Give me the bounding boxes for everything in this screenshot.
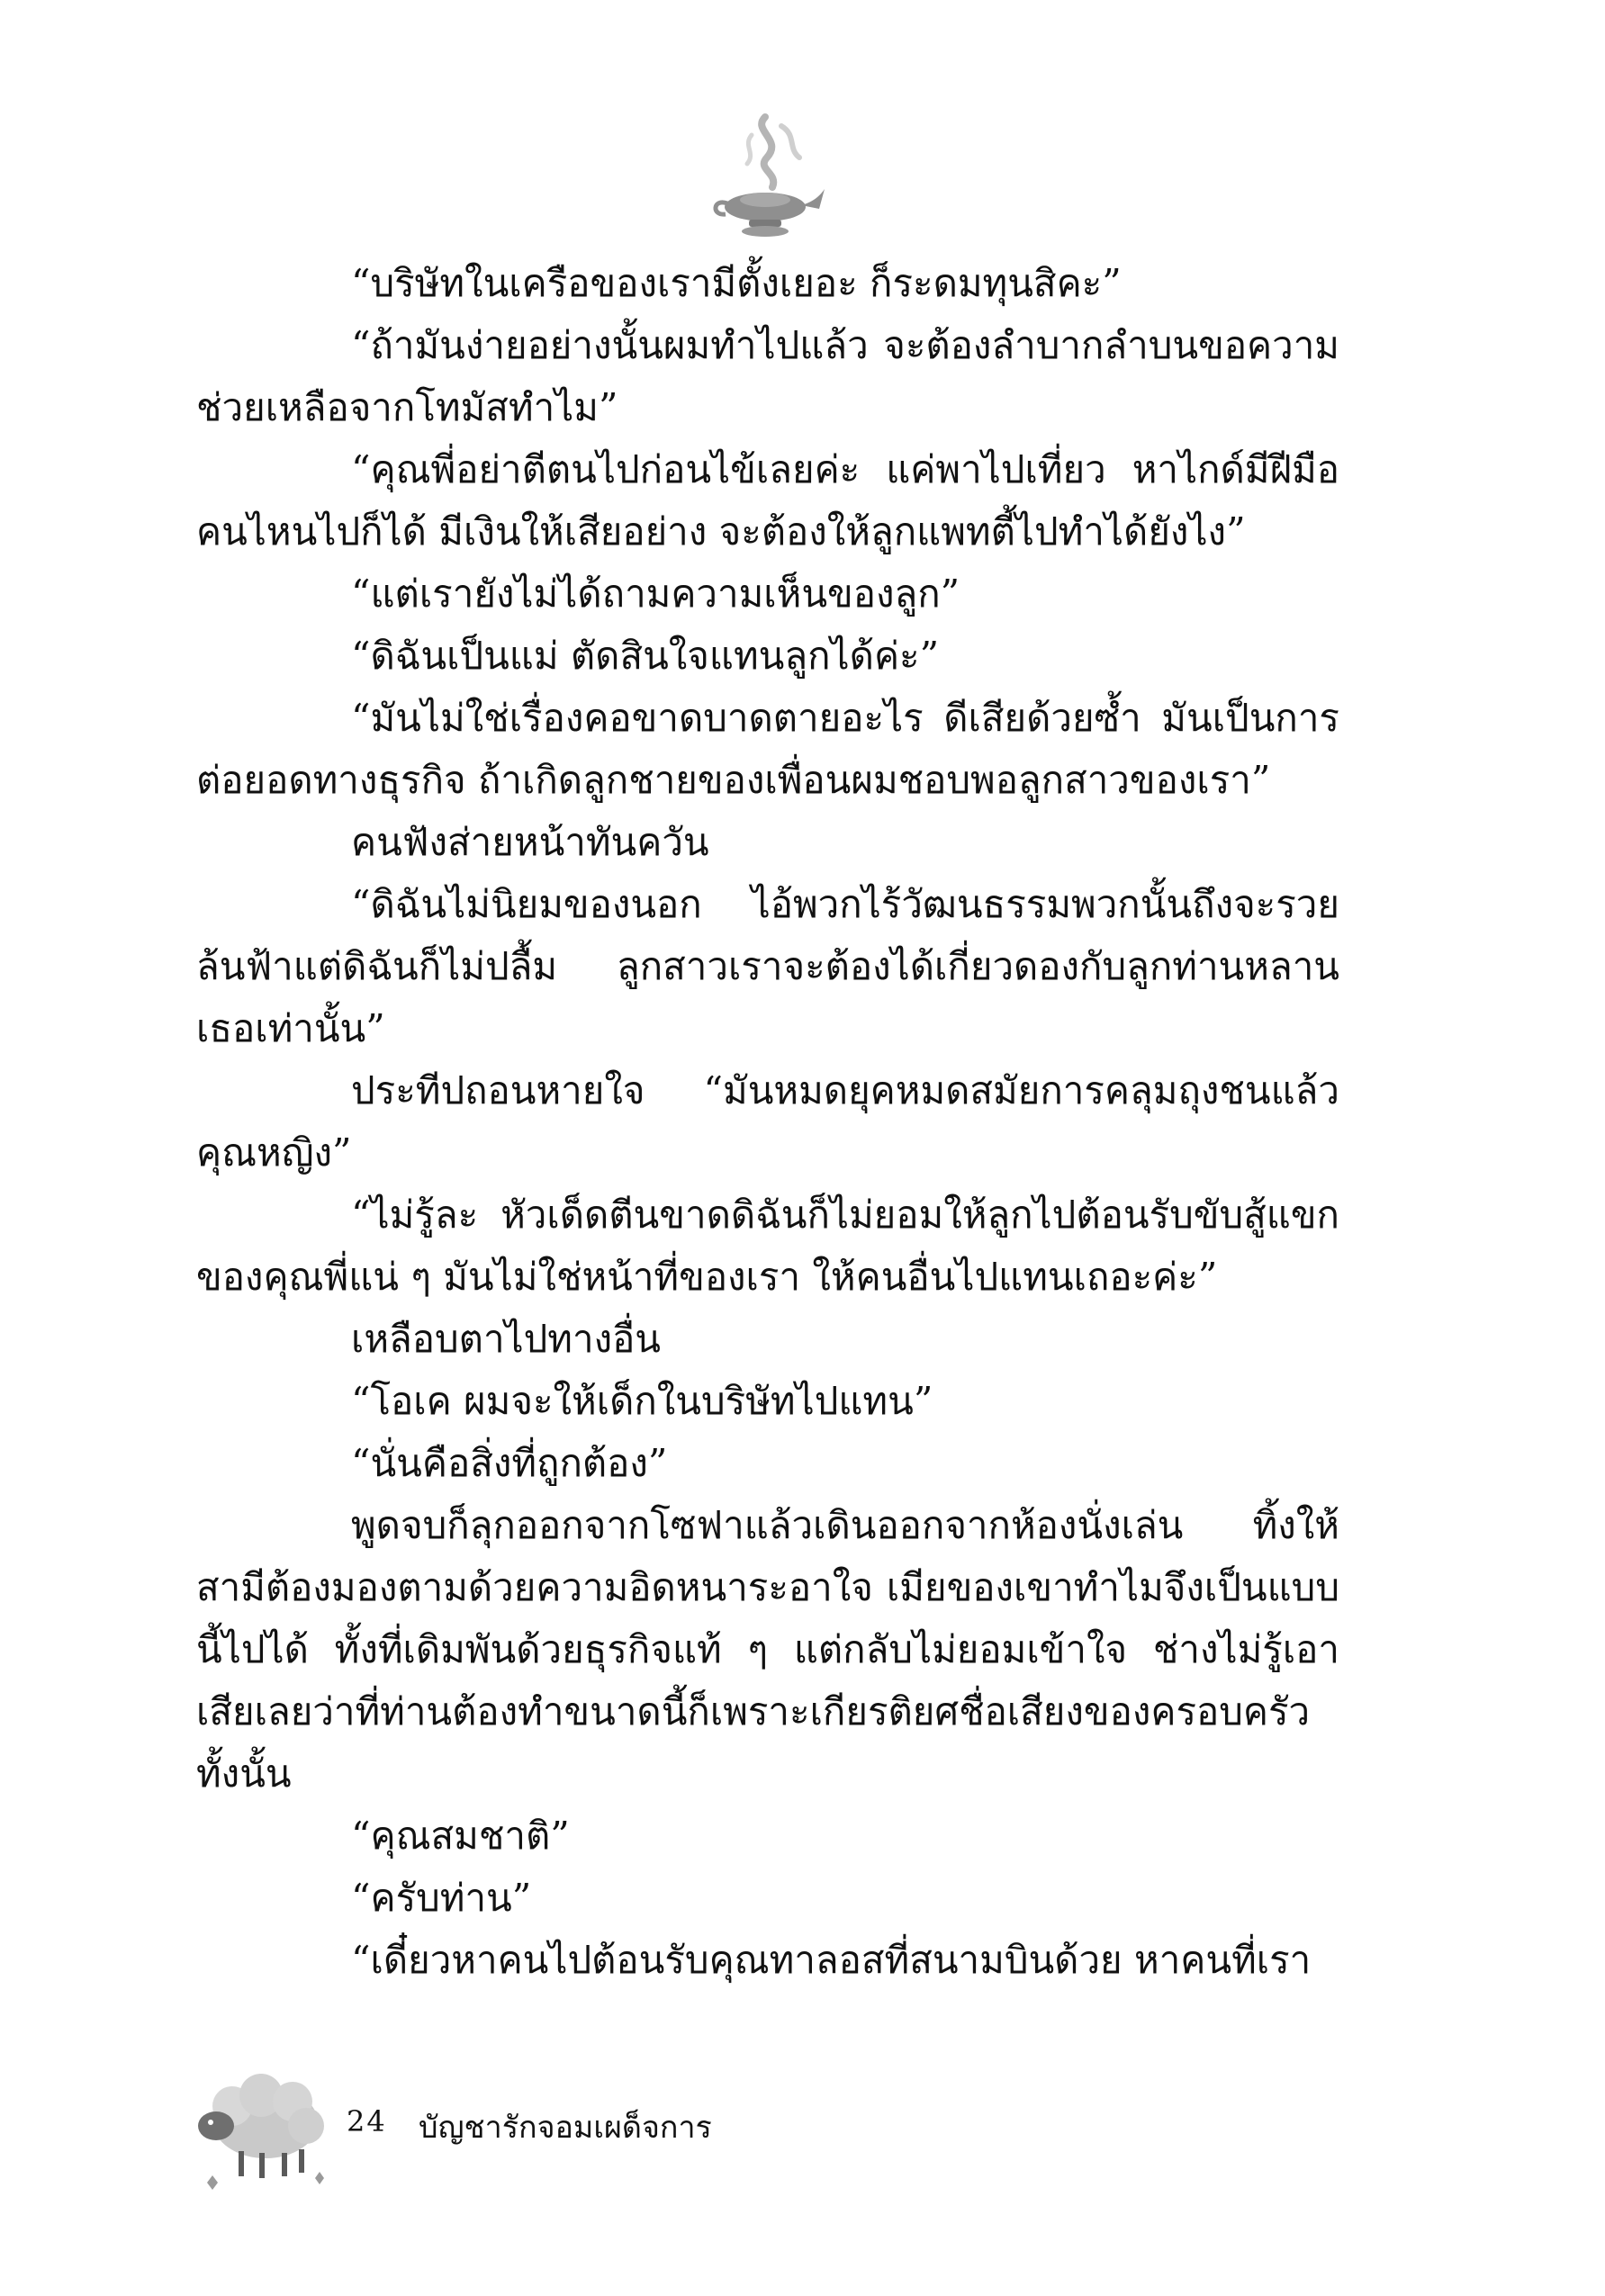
- paragraph: เหลือบตาไปทางอื่น: [351, 1317, 662, 1361]
- paragraph: “ดิฉันเป็นแม่ ตัดสินใจแทนลูกได้ค่ะ”: [351, 634, 940, 678]
- story-text: [196, 252, 1339, 1991]
- paragraph: “โอเค ผมจะให้เด็กในบริษัทไปแทน”: [351, 1379, 933, 1423]
- paragraph: “คุณสมชาติ”: [351, 1814, 570, 1858]
- page-footer: [180, 2061, 1350, 2205]
- paragraph: “นั่นคือสิ่งที่ถูกต้อง”: [351, 1441, 668, 1485]
- genie-lamp-icon: [702, 108, 828, 243]
- book-title: บัญชารักจอมเผด็จการ: [419, 2110, 712, 2146]
- sheep-icon: [189, 2061, 333, 2196]
- paragraph: “ครับท่าน”: [351, 1876, 532, 1920]
- paragraph: “เดี๋ยวหาคนไปต้อนรับคุณทาลอสที่สนามบินด้วย หาคนที่เรา: [351, 1938, 1312, 1982]
- paragraph: “ไม่รู้ละ หัวเด็ดตีนขาดดิฉันก็ไม่ยอมให้ลูกไปต้อนรับขับสู้แขกของคุณพี่แน่ ๆ มันไม่ใช่หน้าที่ของเรา ให้คนอื่นไปแทนเถอะค่ะ”: [196, 1193, 1339, 1299]
- paragraph: “ดิฉันไม่นิยมของนอก ไอ้พวกไร้วัฒนธรรมพวกนั้นถึงจะรวยล้นฟ้าแต่ดิฉันก็ไม่ปลื้ม ลูกสาวเราจะต้องได้เกี่ยวดองกับลูกท่านหลานเธอเท่านั้น”: [196, 882, 1339, 1050]
- paragraph: คนฟังส่ายหน้าทันควัน: [351, 820, 709, 864]
- paragraph: “แต่เรายังไม่ได้ถามความเห็นของลูก”: [351, 572, 960, 616]
- paragraph: “คุณพี่อย่าตีตนไปก่อนไข้เลยค่ะ แค่พาไปเที่ยว หาไกด์มีฝีมือคนไหนไปก็ได้ มีเงินให้เสียอย่าง จะต้องให้ลูกแพทตี้ไปทำได้ยังไง”: [196, 447, 1339, 554]
- paragraph: ประทีปถอนหายใจ “มันหมดยุคหมดสมัยการคลุมถุงชนแล้วคุณหญิง”: [196, 1068, 1339, 1175]
- paragraph: “มันไม่ใช่เรื่องคอขาดบาดตายอะไร ดีเสียด้วยซ้ำ มันเป็นการต่อยอดทางธุรกิจ ถ้าเกิดลูกชายของเพื่อนผมชอบพอลูกสาวของเรา”: [196, 696, 1339, 802]
- paragraph: “บริษัทในเครือของเรามีตั้งเยอะ ก็ระดมทุนสิคะ”: [351, 261, 1122, 305]
- page-number: 24: [347, 2104, 387, 2138]
- paragraph: พูดจบก็ลุกออกจากโซฟาแล้วเดินออกจากห้องนั่งเล่น ทิ้งให้สามีต้องมองตามด้วยความอิดหนาระอาใจ เมียของเขาทำไมจึงเป็นแบบนี้ไปได้ ทั้งที่เดิมพันด้วยธุรกิจแท้ ๆ แต่กลับไม่ยอมเข้าใจ ช่างไม่รู้เอาเสียเลยว่าที่ท่านต้องทำขนาดนี้ก็เพราะเกียรติยศชื่อเสียงของครอบครัวทั้งนั้น: [196, 1503, 1339, 1796]
- paragraph: “ถ้ามันง่ายอย่างนั้นผมทำไปแล้ว จะต้องลำบากลำบนขอความช่วยเหลือจากโทมัสทำไม”: [196, 323, 1339, 429]
